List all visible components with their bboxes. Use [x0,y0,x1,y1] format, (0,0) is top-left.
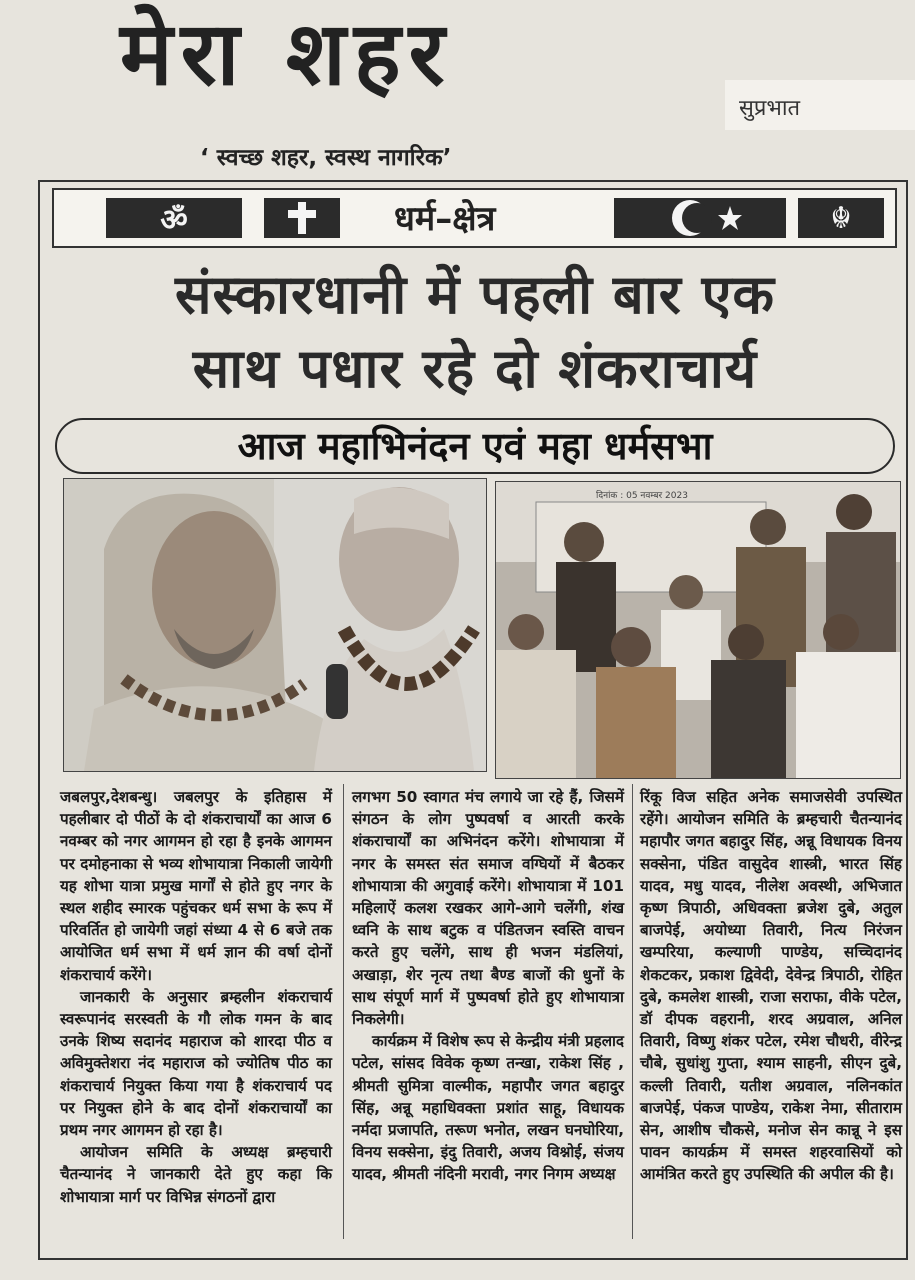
col2-paragraph-2: कार्यक्रम में विशेष रूप से केन्द्रीय मंत्री प्रहलाद पटेल, सांसद विवेक कृष्ण तन्खा, राकेश सिंह , श्रीमती सुमित्रा वाल्मीक, महापौर जगत बहादुर सिंह, अन्नू महाधिवक्ता प्रशांत साहू, विधायक नर्मदा प्रजापति, तरूण भनोत, लखन घनघोरिया, विनय सक्सेना, इंदु तिवारी, अजय विश्नोई, संजय यादव, श्रीमती नंदिनी मरावी, नगर निगम अध्यक्ष [352,1032,624,1184]
photo-banner-text: दिनांक : 05 नवम्बर 2023 [596,491,688,501]
section-label: धर्म–क्षेत्र [394,199,496,239]
col2-paragraph-1: लगभग 50 स्वागत मंच लगाये जा रहे हैं, जिसमें संगठन के लोग पुष्पवर्षा व आरती करके शंकराचार्यों का अभिनंदन करेंगे। शोभायात्रा में नगर के समस्त संत समाज वग्घियों में बैठकर शोभायात्रा की अगुवाई करेंगे। शोभायात्रा में 101 महिलाऐं कलश रखकर आगे-आगे चलेंगी, शंख ध्वनि के साथ बटुक व पंडितजन स्वस्ति वाचन करते हुए चलेंगे, साथ ही भजन मंडलियां, अखाड़ा, शेर नृत्य तथा बैण्ड बाजों की धुनों के साथ संपूर्ण मार्ग में पुष्पवर्षा होते हुए शोभायात्रा निकलेगी। [352,788,624,1029]
headline-line-2: साथ पधार रहे दो शंकराचार्य [192,337,758,400]
article-column-3 [640,786,902,1186]
adjacent-paper-fragment: सुप्रभात [725,80,915,130]
article-column-2 [352,786,624,1186]
column-divider [343,784,344,1239]
shankaracharyas-photo [63,478,487,772]
masthead-title: मेरा शहर [120,2,453,105]
headline-line-1: संस्कारधानी में पहली बार एक [175,263,775,326]
om-icon: ॐ [106,198,242,238]
masthead-tagline: ‘ स्वच्छ शहर, स्वस्थ नागरिक’ [200,145,452,171]
cross-icon [264,198,340,238]
col1-paragraph-1: जबलपुर,देशबन्धु। जबलपुर के इतिहास में पहलीबार दो पीठों के दो शंकराचार्यों का आज 6 नवम्बर को नगर आगमन हो रहा है इनके आगमन पर दमोहनाका से भव्य शोभायात्रा निकाली जायेगी यह शोभा यात्रा प्रमुख मार्गों से होते हुए नगर के स्थल शहीद स्मारक पहुंचकर धर्म सभा के रूप में परिवर्तित हो जायेगी जहां संध्या 4 से 6 बजे तक आयोजित धर्म सभा में धर्म ज्ञान की वर्षा दोनों शंकराचार्य करेंगे। [60,788,332,984]
col1-paragraph-2: जानकारी के अनुसार ब्रम्हलीन शंकराचार्य स्वरूपानंद सरस्वती के गौ लोक गमन के बाद उनके शिष्य सदानंद महाराज को शारदा पीठ व अविमुक्तेशरा नंद महाराज को ज्योतिष पीठ का शंकराचार्य नियुक्त किया गया है शंकराचार्य पद पर नियुक्त होने के बाद दोनों शंकराचार्यों का प्रथम नगर आगमन हो रहा है। [60,987,332,1140]
col3-paragraph-1: रिंकू विज सहित अनेक समाजसेवी उपस्थित रहेंगे। आयोजन समिति के ब्रम्हचारी चैतन्यानंद महापौर जगत बहादुर सिंह, अन्नू विधायक विनय सक्सेना, पंडित वासुदेव शास्त्री, भारत सिंह यादव, मधु यादव, नीलेश अवस्थी, अभिजात कृष्ण त्रिपाठी, अधिवक्ता ब्रजेश दुबे, अतुल बाजपेई, अयोध्या तिवारी, नित्य निरंजन खम्परिया, कल्याणी पाण्डेय, सच्चिदानंद शेकटकर, प्रकाश द्विवेदी, देवेन्द्र त्रिपाठी, रोहित दुबे, कमलेश शास्त्री, राजा सराफा, वीके पटेल, डॉ दीपक वहरानी, शरद अग्रवाल, अनिल तिवारी, विष्णु शंकर पटेल, रमेश चौधरी, वीरेन्द्र चौबे, सुधांशु गुप्ता, श्याम साहनी, सीएन दुबे, कल्ली तिवारी, यतीश अग्रवाल, नलिनकांत बाजपेई, पंकज पाण्डेय, राकेश नेमा, सीताराम सेन, आशीष चौकसे, मनोज सेन कान्नू ने इस पावन कायर्क्रम में समस्त शहरवासियों को आमंत्रित करते हुए उपस्थिति की अपील की है। [640,788,902,1184]
column-divider [632,784,633,1239]
article-column-1 [60,786,332,1208]
khanda-icon: ☬ [798,198,884,238]
headline [50,258,900,406]
subheadline: आज महाभिनंदन एवं महा धर्मसभा [55,418,895,474]
col1-paragraph-3: आयोजन समिति के अध्यक्ष ब्रम्हचारी चैतन्यानंद ने जानकारी देते हुए कहा कि शोभायात्रा मार्ग पर विभिन्न संगठनों द्वारा [60,1143,332,1206]
event-group-photo [495,481,901,779]
crescent-star-icon [614,198,786,238]
section-banner [52,188,897,248]
